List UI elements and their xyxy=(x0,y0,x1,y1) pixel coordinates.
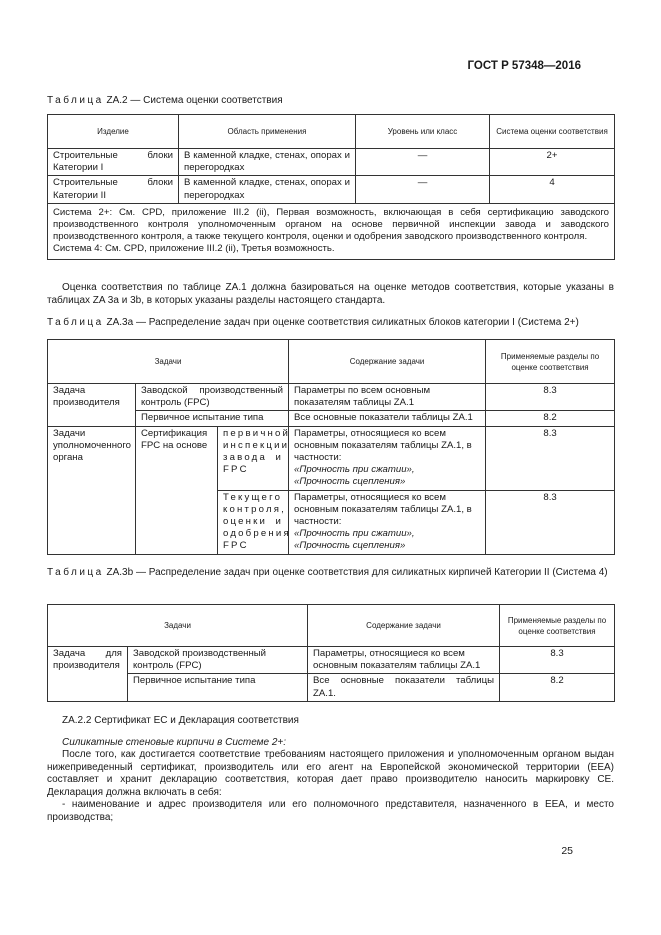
table-za3a xyxy=(47,339,615,555)
note-system-2plus: Система 2+: См. CPD, приложение III.2 (ii), Первая возможность, включающая в себя сертификацию заводского производственного контроля уполномоченным органом на основе первичной инспекции завода и заводского производственного контроля, а также текущего контроля, оценки и одобрения заводского производственного контроля. xyxy=(53,206,609,243)
note-system-4: Система 4: См. CPD, приложение III.2 (ii), Третья возможность. xyxy=(53,243,335,255)
cell-product: Строительные блоки Категории II xyxy=(48,176,179,203)
cell-section: 8.2 xyxy=(500,674,615,701)
cell-level: — xyxy=(356,149,490,176)
cell-level: — xyxy=(356,176,490,203)
header-cell: Область применения xyxy=(179,115,356,149)
header-cell: Применяемые разделы по оценке соответствия xyxy=(500,605,615,647)
cell-product: Строительные блоки Категории I xyxy=(48,149,179,176)
cell-content: Параметры, относящиеся ко всем основным показателям таблицы ZA.1 xyxy=(308,647,500,674)
cell-content xyxy=(289,426,486,490)
table-row xyxy=(48,176,615,203)
cell-subtask: первичной инспекции завода и FPC xyxy=(218,426,289,490)
header-cell: Уровень или класс xyxy=(356,115,490,149)
header-cell: Задачи xyxy=(48,340,289,384)
content-item: «Прочность при сжатии», xyxy=(294,464,415,476)
table-header-row xyxy=(48,340,615,384)
table-row xyxy=(48,149,615,176)
cell-task: Первичное испытание типа xyxy=(136,411,289,426)
table-row xyxy=(48,384,615,411)
cell-task-owner: Задача производителя xyxy=(48,384,136,427)
table-za2-caption: Таблица ZA.2 — Система оценки соответствия xyxy=(47,95,283,106)
content-item: «Прочность при сжатии», xyxy=(294,528,415,540)
header-cell: Содержание задачи xyxy=(308,605,500,647)
cell-task: Заводской производственный контроль (FPC) xyxy=(128,647,308,674)
table-row xyxy=(48,674,615,701)
cell-subtask: Текущего контроля, оценки и одобрения FPC xyxy=(218,490,289,554)
cell-task: Сертификация FPC на основе xyxy=(136,426,218,554)
cell-content: Все основные показатели таблицы ZA.1. xyxy=(308,674,500,701)
header-cell: Система оценки соответствия xyxy=(490,115,615,149)
table-note xyxy=(48,203,615,259)
table-note-row xyxy=(48,203,615,259)
table-row xyxy=(48,647,615,674)
header-cell: Применяемые разделы по оценке соответствия xyxy=(486,340,615,384)
cell-section: 8.3 xyxy=(486,426,615,490)
table-za3b xyxy=(47,604,615,702)
cell-area: В каменной кладке, стенах, опорах и перегородках xyxy=(179,149,356,176)
page-number: 25 xyxy=(561,845,573,857)
cell-area: В каменной кладке, стенах, опорах и перегородках xyxy=(179,176,356,203)
cell-task: Первичное испытание типа xyxy=(128,674,308,701)
cell-task: Заводской производственный контроль (FPC) xyxy=(136,384,289,411)
table-za3b-caption: Таблица ZA.3b — Распределение задач при оценке соответствия для силикатных кирпичей Категории II (Система 4) xyxy=(47,567,608,578)
paragraph-list-item: - наименование и адрес производителя или его полномочного представителя, назначенного в ЕЕА, и место производства; xyxy=(47,799,614,823)
cell-system: 2+ xyxy=(490,149,615,176)
table-za2 xyxy=(47,114,615,260)
cell-section: 8.3 xyxy=(486,384,615,411)
header-cell: Содержание задачи xyxy=(289,340,486,384)
cell-task-owner: Задачи уполномоченного органа xyxy=(48,426,136,554)
document-code: ГОСТ Р 57348—2016 xyxy=(467,60,581,72)
cell-content: Все основные показатели таблицы ZA.1 xyxy=(289,411,486,426)
header-cell: Изделие xyxy=(48,115,179,149)
header-cell: Задачи xyxy=(48,605,308,647)
cell-section: 8.3 xyxy=(486,490,615,554)
content-item: «Прочность сцепления» xyxy=(294,476,406,488)
italic-subheading: Силикатные стеновые кирпичи в Системе 2+: xyxy=(62,737,287,748)
table-za3a-caption: Таблица ZA.3a — Распределение задач при оценке соответствия силикатных блоков категории I (Система 2+) xyxy=(47,317,579,328)
cell-section: 8.2 xyxy=(486,411,615,426)
cell-content xyxy=(289,490,486,554)
content-text: Параметры, относящиеся ко всем основным показателям таблицы ZA.1, в частности: xyxy=(294,427,472,464)
cell-section: 8.3 xyxy=(500,647,615,674)
table-row xyxy=(48,426,615,490)
cell-system: 4 xyxy=(490,176,615,203)
paragraph-declaration: После того, как достигается соответствие требованиям настоящего приложения и уполномоченным органом выдан нижеприведенный сертификат, производитель или его агент на Европейской экономической территории (ЕЕА) составляет и хранит декларацию соответствия, которая дает право производителю наносить маркировку СЕ. Декларация должна включать в себя: xyxy=(47,749,614,798)
content-item: «Прочность сцепления» xyxy=(294,540,406,552)
table-header-row xyxy=(48,115,615,149)
section-title: ZA.2.2 Сертификат ЕС и Декларация соответствия xyxy=(62,715,299,726)
cell-content: Параметры по всем основным показателям таблицы ZA.1 xyxy=(289,384,486,411)
content-text: Параметры, относящиеся ко всем основным показателям таблицы ZA.1, в частности: xyxy=(294,491,472,528)
paragraph-assessment: Оценка соответствия по таблице ZA.1 должна базироваться на оценке методов соответствия, которые указаны в таблицах ZA 3a и 3b, в которых указаны разделы настоящего стандарта. xyxy=(47,282,614,306)
table-header-row xyxy=(48,605,615,647)
cell-task-owner: Задача для производителя xyxy=(48,647,128,702)
